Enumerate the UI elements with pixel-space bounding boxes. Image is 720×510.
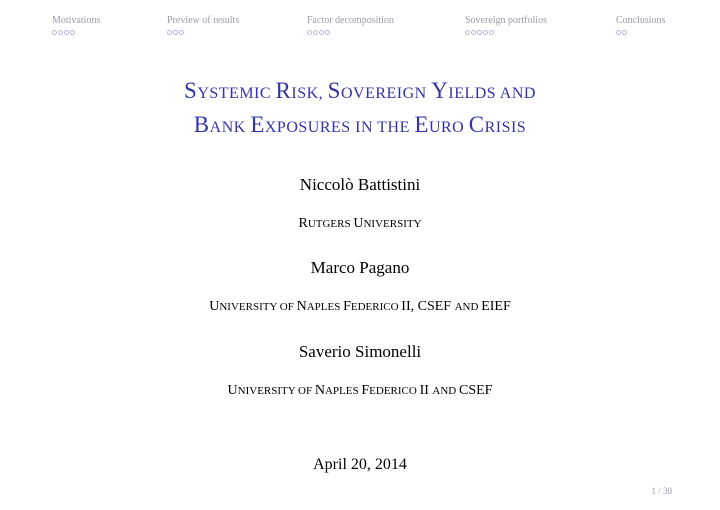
small-caps-capital: F: [361, 383, 370, 398]
small-caps-capital: U: [353, 216, 364, 231]
small-caps-capital: C: [468, 112, 485, 137]
small-caps-capital: S: [327, 78, 341, 103]
title-line-2: [0, 109, 720, 143]
nav-dots: [307, 30, 394, 35]
small-caps-rest: APLES: [306, 301, 344, 313]
small-caps-capital: B: [193, 112, 210, 137]
nav-section-conclusions[interactable]: [616, 15, 665, 35]
small-caps-capital: U: [209, 299, 220, 314]
small-caps-rest: NIVERSITY OF: [219, 301, 297, 313]
nav-dot-icon[interactable]: [616, 30, 621, 35]
small-caps-rest: ANK: [209, 119, 251, 136]
nav-section-preview-of-results[interactable]: [167, 15, 239, 35]
nav-dot-icon[interactable]: [622, 30, 627, 35]
small-caps-rest: APLES: [324, 385, 362, 397]
small-caps-capital: N: [314, 383, 325, 398]
nav-dot-icon[interactable]: [173, 30, 178, 35]
small-caps-rest: YSTEMIC: [197, 85, 276, 102]
small-caps-rest: ISK,: [291, 85, 328, 102]
small-caps-rest: XPOSURES IN THE: [264, 119, 415, 136]
small-caps-rest: UTGERS: [307, 218, 354, 230]
page-number[interactable]: 1 / 30: [651, 486, 672, 496]
small-caps-capital: N: [296, 299, 307, 314]
author-affiliation-1: [0, 216, 720, 232]
section-navigation: [0, 0, 720, 40]
small-caps-rest: EDERICO: [350, 301, 402, 313]
nav-dot-icon[interactable]: [477, 30, 482, 35]
small-caps-capital: CSEF: [459, 383, 493, 398]
title-line-1: [0, 75, 720, 109]
nav-dot-icon[interactable]: [167, 30, 172, 35]
small-caps-capital: II, CSEF: [401, 299, 455, 314]
nav-section-motivations[interactable]: [52, 15, 100, 35]
small-caps-capital: U: [227, 383, 238, 398]
nav-label: Factor decomposition: [307, 15, 394, 26]
author-affiliation-3: [0, 383, 720, 399]
small-caps-capital: R: [275, 78, 292, 103]
nav-dots: [167, 30, 239, 35]
nav-section-sovereign-portfolios[interactable]: [465, 15, 547, 35]
small-caps-capital: S: [184, 78, 198, 103]
nav-dot-icon[interactable]: [179, 30, 184, 35]
small-caps-rest: EDERICO: [369, 385, 420, 397]
small-caps-rest: NIVERSITY: [363, 218, 422, 230]
nav-dot-icon[interactable]: [313, 30, 318, 35]
nav-label: Sovereign portfolios: [465, 15, 547, 26]
small-caps-rest: OVEREIGN: [340, 85, 432, 102]
nav-dot-icon[interactable]: [58, 30, 63, 35]
small-caps-capital: R: [298, 216, 308, 231]
small-caps-rest: AND: [432, 385, 459, 397]
presentation-date: April 20, 2014: [313, 456, 407, 473]
nav-dots: [616, 30, 665, 35]
nav-dot-icon[interactable]: [307, 30, 312, 35]
nav-dot-icon[interactable]: [319, 30, 324, 35]
small-caps-rest: IELDS AND: [448, 85, 536, 102]
nav-dot-icon[interactable]: [483, 30, 488, 35]
nav-dots: [465, 30, 547, 35]
small-caps-rest: NIVERSITY OF: [237, 385, 315, 397]
small-caps-rest: URO: [428, 119, 469, 136]
small-caps-rest: RISIS: [484, 119, 527, 136]
nav-label: Preview of results: [167, 15, 240, 26]
nav-dot-icon[interactable]: [489, 30, 494, 35]
nav-dot-icon[interactable]: [325, 30, 330, 35]
nav-dot-icon[interactable]: [465, 30, 470, 35]
small-caps-capital: F: [343, 299, 351, 314]
nav-dot-icon[interactable]: [52, 30, 57, 35]
small-caps-capital: E: [414, 112, 429, 137]
nav-dots: [52, 30, 100, 35]
small-caps-capital: EIEF: [481, 299, 511, 314]
nav-label: Motivations: [52, 15, 101, 26]
nav-dot-icon[interactable]: [471, 30, 476, 35]
nav-dot-icon[interactable]: [70, 30, 75, 35]
nav-label: Conclusions: [616, 15, 666, 26]
author-affiliation-2: [0, 299, 720, 315]
author-name-3: Saverio Simonelli: [298, 342, 422, 361]
small-caps-capital: II: [419, 383, 433, 398]
nav-dot-icon[interactable]: [64, 30, 69, 35]
author-name-1: Niccolò Battistini: [299, 175, 421, 194]
small-caps-rest: AND: [454, 301, 482, 313]
small-caps-capital: Y: [431, 78, 449, 103]
small-caps-capital: E: [250, 112, 265, 137]
presentation-title: [0, 75, 720, 143]
author-name-2: Marco Pagano: [310, 258, 410, 277]
nav-section-factor-decomposition[interactable]: [307, 15, 394, 35]
